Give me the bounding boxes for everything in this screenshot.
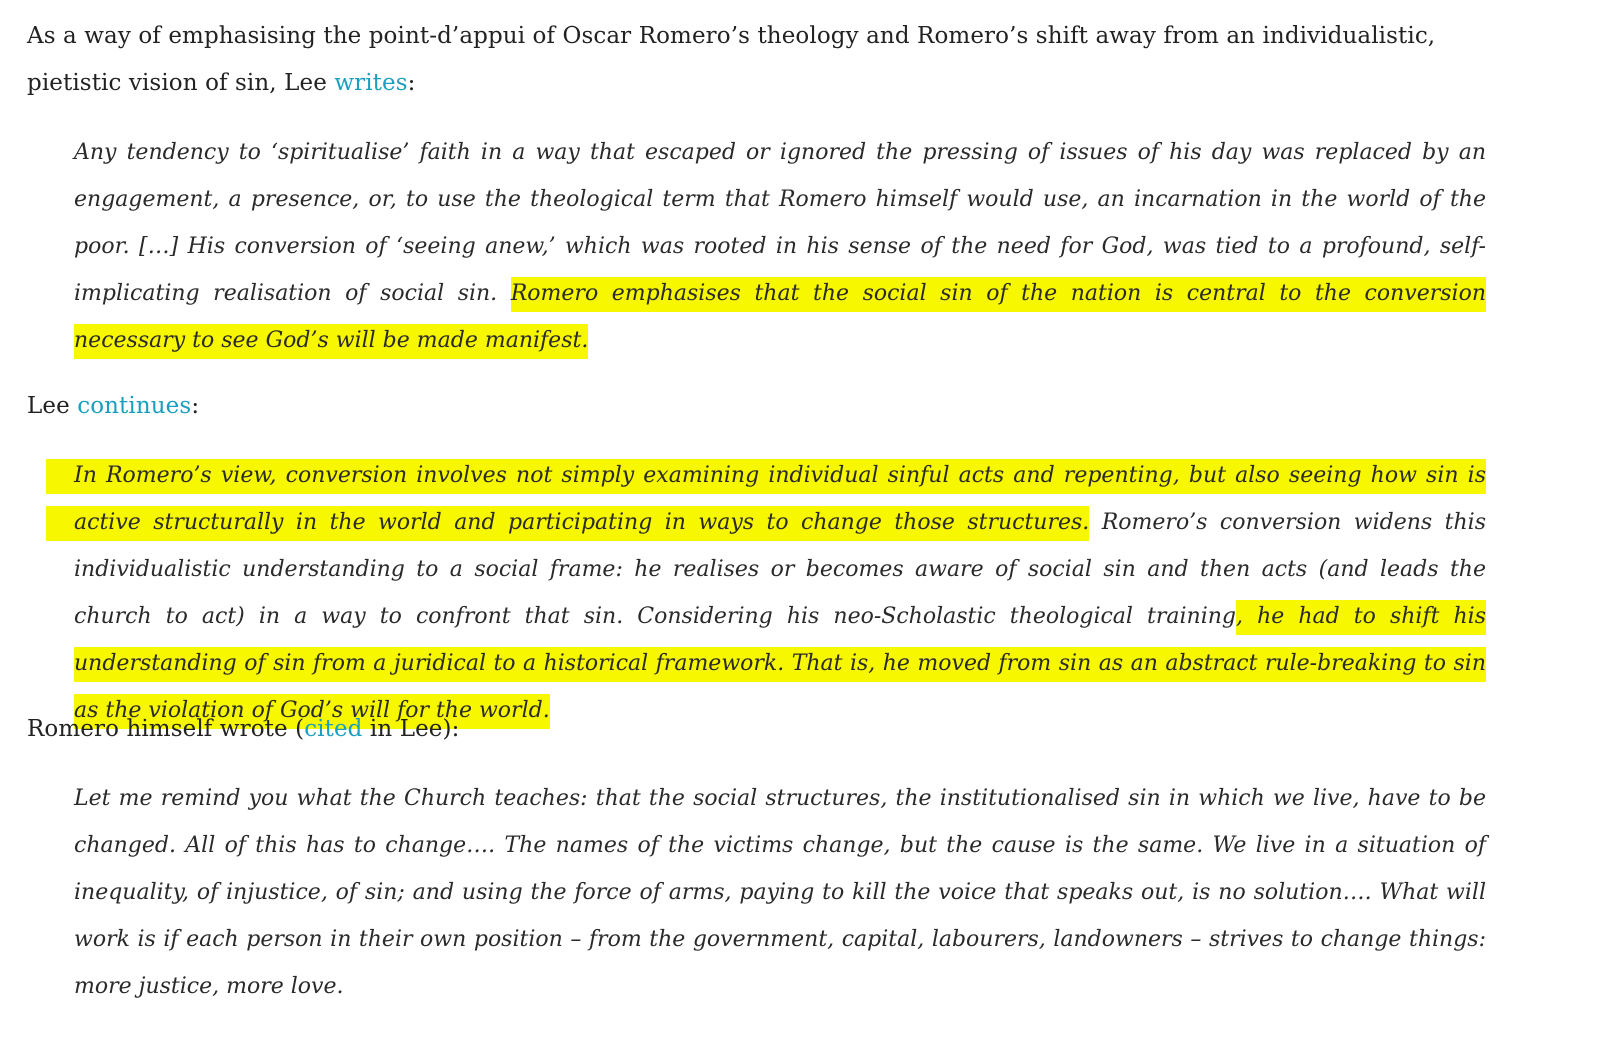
quote-1-highlight: Romero emphasises that the social sin of the nation is central to the conversion necessary to see God’s will be made manifest.: [74, 277, 1486, 359]
lee-continues-text: Lee: [27, 393, 78, 419]
continues-link[interactable]: continues: [77, 393, 192, 419]
quote-1-text: Any tendency to ‘spiritualise’ faith in a way that escaped or ignored the pressing of issues of his day was replaced by an engagement, a presence, or, to use the theological term that Romero himself would use, an incarnation in the world of the poor. […] His conversion of ‘seeing anew,’ which was rooted in his sense of the need for God, was tied to a profound, self-implicating realisation of social sin.: [74, 140, 1486, 306]
quote-2-text: Romero’s conversion widens this individualistic understanding to a social frame: he realises or becomes aware of social sin and then acts (and leads the church to act) in a way to confront that sin. Considering his neo-Scholastic theological training: [74, 510, 1486, 629]
romero-wrote-text: Romero himself wrote (: [27, 716, 305, 742]
lee-continues-paragraph: [27, 383, 1537, 430]
intro-suffix: :: [407, 70, 416, 96]
romero-wrote-suffix: in Lee):: [362, 716, 460, 742]
romero-wrote-paragraph: [27, 706, 1537, 753]
intro-paragraph: [27, 13, 1537, 107]
quote-block-2: [74, 452, 1486, 734]
quote-2-highlight-1: In Romero’s view, conversion involves not simply examining individual sinful acts and repenting, but also seeing how sin is active structurally in the world and participating in ways to change those structures.: [46, 459, 1486, 541]
quote-block-3: [74, 775, 1486, 1010]
quote-2-highlight-2: , he had to shift his understanding of sin from a juridical to a historical framework. That is, he moved from sin as an abstract rule-breaking to sin as the violation of God’s will for the world.: [74, 600, 1486, 729]
intro-text: As a way of emphasising the point-d’appui of Oscar Romero’s theology and Romero’s shift away from an individualistic, pietistic vision of sin, Lee: [27, 23, 1436, 96]
quote-3-text: Let me remind you what the Church teaches: that the social structures, the institutionalised sin in which we live, have to be changed. All of this has to change…. The names of the victims change, but the cause is the same. We live in a situation of inequality, of injustice, of sin; and using the force of arms, paying to kill the voice that speaks out, is no solution…. What will work is if each person in their own position – from the government, capital, labourers, landowners – strives to change things: more justice, more love.: [74, 786, 1486, 999]
lee-continues-suffix: :: [191, 393, 200, 419]
writes-link[interactable]: writes: [334, 70, 408, 96]
quote-block-1: [74, 129, 1486, 364]
cited-link[interactable]: cited: [304, 716, 363, 742]
